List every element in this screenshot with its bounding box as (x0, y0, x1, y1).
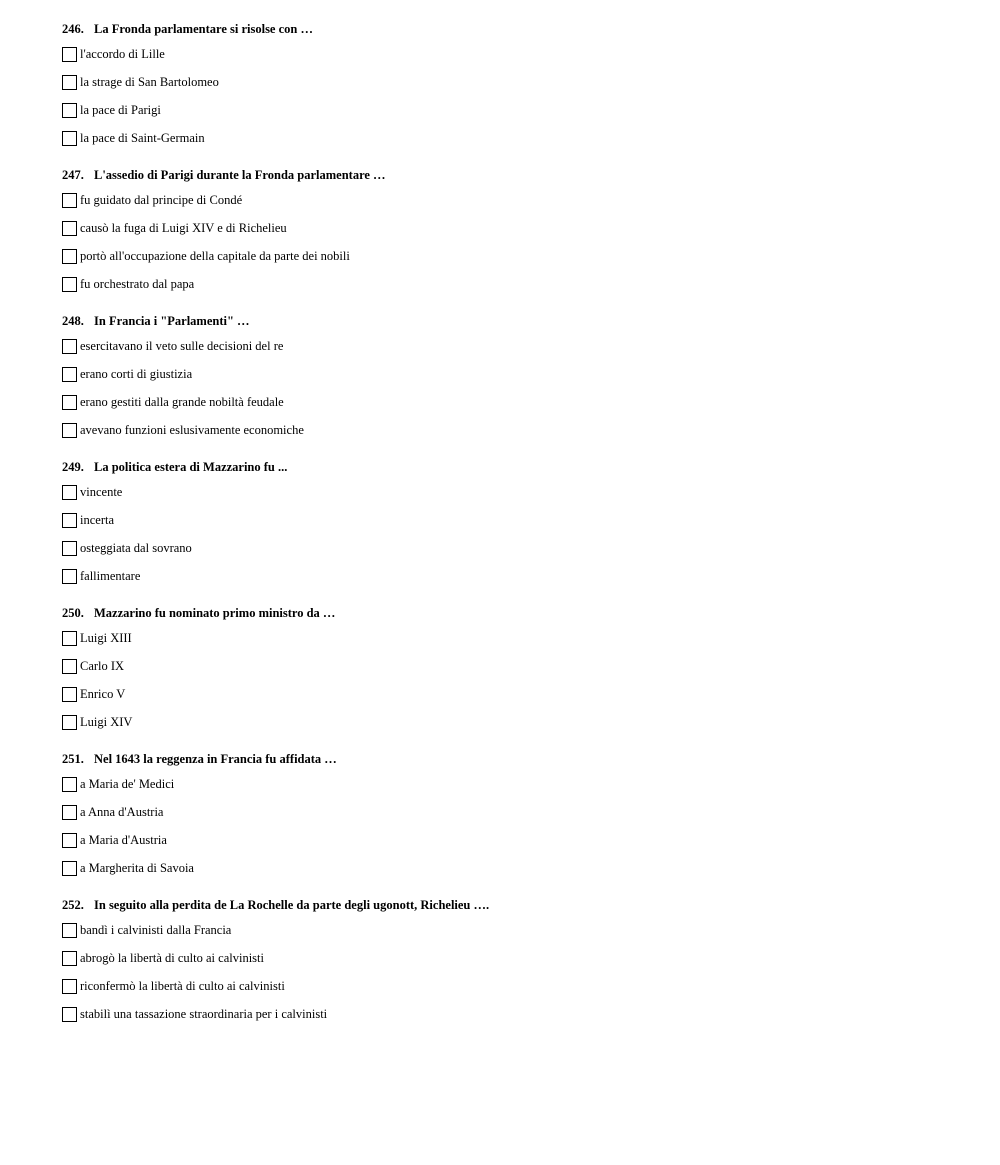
option-label: abrogò la libertà di culto ai calvinisti (80, 950, 264, 965)
option-list (62, 770, 962, 882)
option-label: la pace di Saint-Germain (80, 130, 205, 145)
checkbox[interactable] (62, 715, 77, 730)
checkbox[interactable] (62, 951, 77, 966)
checkbox[interactable] (62, 339, 77, 354)
question-number: 251. (62, 752, 84, 766)
answer-option[interactable] (62, 652, 962, 680)
option-label: stabilì una tassazione straordinaria per i calvinisti (80, 1006, 328, 1021)
option-label: incerta (80, 512, 115, 527)
checkbox[interactable] (62, 659, 77, 674)
question-250 (62, 603, 962, 736)
answer-option[interactable] (62, 562, 962, 590)
option-label: la pace di Parigi (80, 102, 161, 117)
answer-option[interactable] (62, 270, 962, 298)
answer-option[interactable] (62, 972, 962, 1000)
option-label: riconfermò la libertà di culto ai calvinisti (80, 978, 285, 993)
checkbox[interactable] (62, 423, 77, 438)
question-248 (62, 311, 962, 444)
question-number: 252. (62, 898, 84, 912)
option-label: Enrico V (80, 686, 126, 701)
answer-option[interactable] (62, 854, 962, 882)
option-label: a Maria de' Medici (80, 776, 175, 791)
option-label: fu orchestrato dal papa (80, 276, 195, 291)
option-label: bandì i calvinisti dalla Francia (80, 922, 232, 937)
option-label: causò la fuga di Luigi XIV e di Richelieu (80, 220, 287, 235)
question-number: 248. (62, 314, 84, 328)
option-label: Luigi XIII (80, 630, 132, 645)
option-label: esercitavano il veto sulle decisioni del re (80, 338, 284, 353)
answer-option[interactable] (62, 624, 962, 652)
answer-option[interactable] (62, 770, 962, 798)
question-heading (62, 749, 962, 769)
question-text: La Fronda parlamentare si risolse con … (94, 22, 313, 36)
question-249 (62, 457, 962, 590)
answer-option[interactable] (62, 478, 962, 506)
answer-option[interactable] (62, 186, 962, 214)
checkbox[interactable] (62, 131, 77, 146)
question-247 (62, 165, 962, 298)
option-label: avevano funzioni eslusivamente economiche (80, 422, 304, 437)
answer-option[interactable] (62, 214, 962, 242)
option-label: Luigi XIV (80, 714, 133, 729)
checkbox[interactable] (62, 395, 77, 410)
checkbox[interactable] (62, 221, 77, 236)
option-label: vincente (80, 484, 123, 499)
checkbox[interactable] (62, 805, 77, 820)
option-label: l'accordo di Lille (80, 46, 165, 61)
checkbox[interactable] (62, 1007, 77, 1022)
option-list (62, 624, 962, 736)
answer-option[interactable] (62, 708, 962, 736)
option-list (62, 186, 962, 298)
option-label: a Margherita di Savoia (80, 860, 194, 875)
question-heading (62, 603, 962, 623)
checkbox[interactable] (62, 249, 77, 264)
option-list (62, 478, 962, 590)
checkbox[interactable] (62, 923, 77, 938)
checkbox[interactable] (62, 47, 77, 62)
checkbox[interactable] (62, 193, 77, 208)
answer-option[interactable] (62, 798, 962, 826)
answer-option[interactable] (62, 944, 962, 972)
checkbox[interactable] (62, 103, 77, 118)
option-label: fallimentare (80, 568, 141, 583)
question-heading (62, 19, 962, 39)
answer-option[interactable] (62, 40, 962, 68)
option-list (62, 916, 962, 1028)
option-label: la strage di San Bartolomeo (80, 74, 219, 89)
option-list (62, 40, 962, 152)
checkbox[interactable] (62, 861, 77, 876)
checkbox[interactable] (62, 513, 77, 528)
checkbox[interactable] (62, 777, 77, 792)
question-text: Nel 1643 la reggenza in Francia fu affidata … (94, 752, 337, 766)
answer-option[interactable] (62, 68, 962, 96)
checkbox[interactable] (62, 687, 77, 702)
question-number: 246. (62, 22, 84, 36)
option-label: a Maria d'Austria (80, 832, 167, 847)
checkbox[interactable] (62, 979, 77, 994)
question-246 (62, 19, 962, 152)
answer-option[interactable] (62, 1000, 962, 1028)
answer-option[interactable] (62, 360, 962, 388)
question-text: L'assedio di Parigi durante la Fronda parlamentare … (94, 168, 386, 182)
checkbox[interactable] (62, 367, 77, 382)
checkbox[interactable] (62, 833, 77, 848)
answer-option[interactable] (62, 388, 962, 416)
question-text: In seguito alla perdita de La Rochelle da parte degli ugonott, Richelieu …. (94, 898, 490, 912)
answer-option[interactable] (62, 96, 962, 124)
question-251 (62, 749, 962, 882)
option-label: Carlo IX (80, 658, 125, 673)
option-label: osteggiata dal sovrano (80, 540, 192, 555)
checkbox[interactable] (62, 631, 77, 646)
option-list (62, 332, 962, 444)
option-label: portò all'occupazione della capitale da parte dei nobili (80, 248, 350, 263)
answer-option[interactable] (62, 416, 962, 444)
question-number: 249. (62, 460, 84, 474)
answer-option[interactable] (62, 124, 962, 152)
quiz-list (62, 19, 962, 1041)
checkbox[interactable] (62, 569, 77, 584)
question-252 (62, 895, 962, 1028)
option-label: erano gestiti dalla grande nobiltà feudale (80, 394, 284, 409)
answer-option[interactable] (62, 332, 962, 360)
answer-option[interactable] (62, 242, 962, 270)
option-label: fu guidato dal principe di Condé (80, 192, 243, 207)
question-text: La politica estera di Mazzarino fu ... (94, 460, 288, 474)
question-heading (62, 165, 962, 185)
answer-option[interactable] (62, 916, 962, 944)
answer-option[interactable] (62, 534, 962, 562)
question-heading (62, 895, 962, 915)
answer-option[interactable] (62, 506, 962, 534)
option-label: erano corti di giustizia (80, 366, 193, 381)
answer-option[interactable] (62, 680, 962, 708)
checkbox[interactable] (62, 277, 77, 292)
question-number: 247. (62, 168, 84, 182)
answer-option[interactable] (62, 826, 962, 854)
question-heading (62, 457, 962, 477)
question-heading (62, 311, 962, 331)
question-text: In Francia i "Parlamenti" … (94, 314, 250, 328)
checkbox[interactable] (62, 485, 77, 500)
question-text: Mazzarino fu nominato primo ministro da … (94, 606, 336, 620)
question-number: 250. (62, 606, 84, 620)
checkbox[interactable] (62, 75, 77, 90)
option-label: a Anna d'Austria (80, 804, 164, 819)
checkbox[interactable] (62, 541, 77, 556)
